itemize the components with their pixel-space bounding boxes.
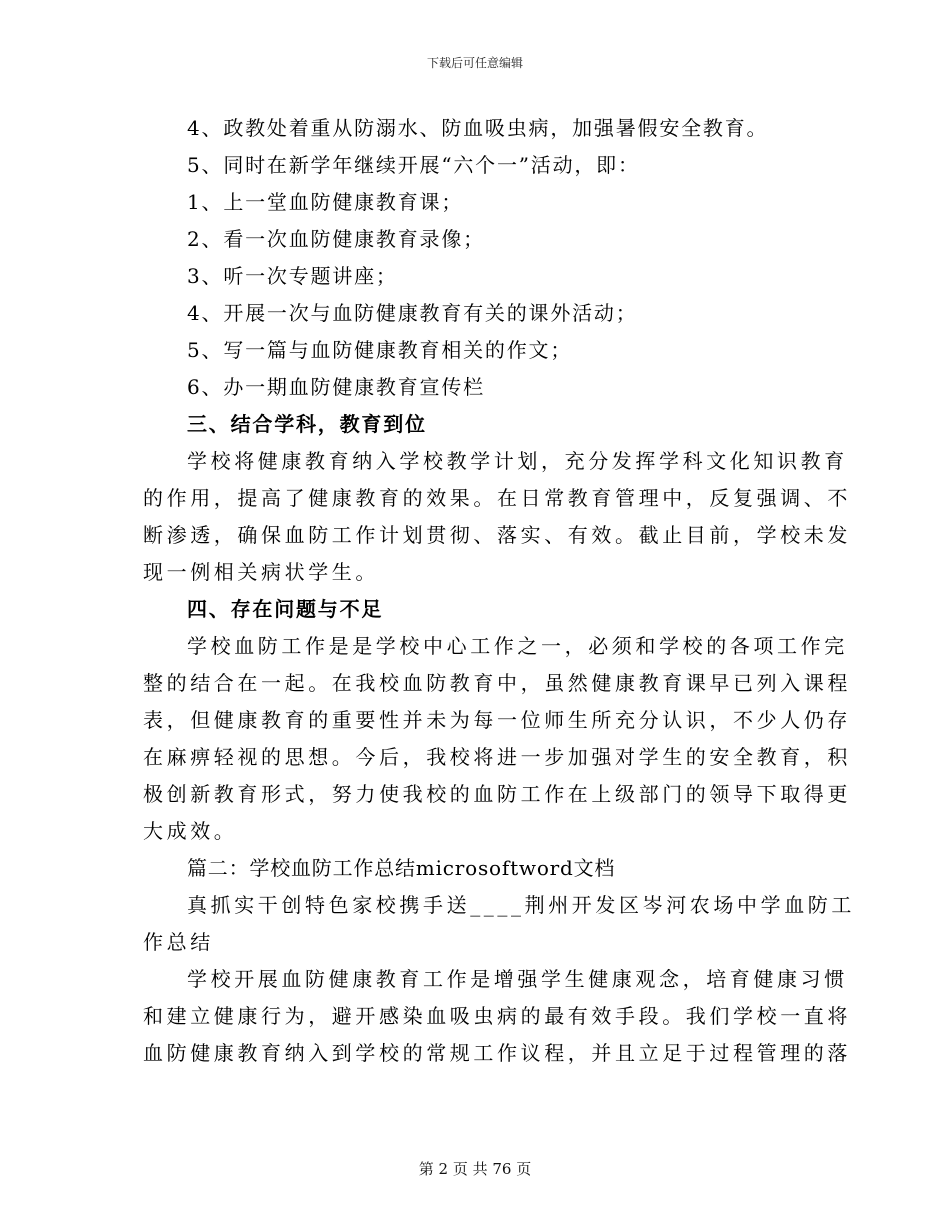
list-item: 5、写一篇与血防健康教育相关的作文； [187,338,573,362]
list-item: 4、开展一次与血防健康教育有关的课外活动； [187,301,638,325]
paragraph-line: 在麻痹轻视的思想。今后，我校将进一步加强对学生的安全教育，积 [143,745,851,769]
paragraph-line: 断渗透，确保血防工作计划贯彻、落实、有效。截止目前，学校未发 [143,523,851,547]
paragraph-line: 表，但健康教育的重要性并未为每一位师生所充分认识，不少人仍存 [143,708,851,732]
paragraph-line: 大成效。 [143,819,238,843]
paragraph-line: 现一例相关病状学生。 [143,560,379,584]
section-title: 篇二：学校血防工作总结microsoftword文档 [187,856,616,880]
paragraph-line: 学校将健康教育纳入学校教学计划，充分发挥学科文化知识教育 [187,449,848,473]
paragraph-line: 和建立健康行为，避开感染血吸虫病的最有效手段。我们学校一直将 [143,1004,851,1028]
page-header: 下载后可任意编辑 [426,56,523,70]
section-heading: 三、结合学科，教育到位 [187,412,427,436]
paragraph-line: 极创新教育形式，努力使我校的血防工作在上级部门的领导下取得更 [143,782,851,806]
list-item: 4、政教处着重从防溺水、防血吸虫病，加强暑假安全教育。 [187,116,769,140]
paragraph-line: 整的结合在一起。在我校血防教育中，虽然健康教育课早已列入课程 [143,671,851,695]
subtitle-line: 作总结 [143,930,214,954]
list-item: 6、办一期血防健康教育宣传栏 [187,375,485,399]
list-item: 1、上一堂血防健康教育课； [187,190,464,214]
paragraph-line: 的作用，提高了健康教育的效果。在日常教育管理中，反复强调、不 [143,486,851,510]
paragraph-line: 血防健康教育纳入到学校的常规工作议程，并且立足于过程管理的落 [143,1041,851,1065]
list-item: 2、看一次血防健康教育录像； [187,227,485,251]
paragraph-line: 学校开展血防健康教育工作是增强学生健康观念，培育健康习惯 [187,967,848,991]
paragraph-line: 学校血防工作是是学校中心工作之一，必须和学校的各项工作完 [187,634,848,658]
document-body [143,110,855,1072]
subtitle-line: 真抓实干创特色家校携手送____荆州开发区岑河农场中学血防工 [187,893,855,917]
page-footer: 第 2 页 共 76 页 [418,1160,532,1178]
list-item: 5、同时在新学年继续开展“六个一”活动，即： [187,153,640,177]
section-heading: 四、存在问题与不足 [187,597,384,621]
list-item: 3、听一次专题讲座； [187,264,398,288]
